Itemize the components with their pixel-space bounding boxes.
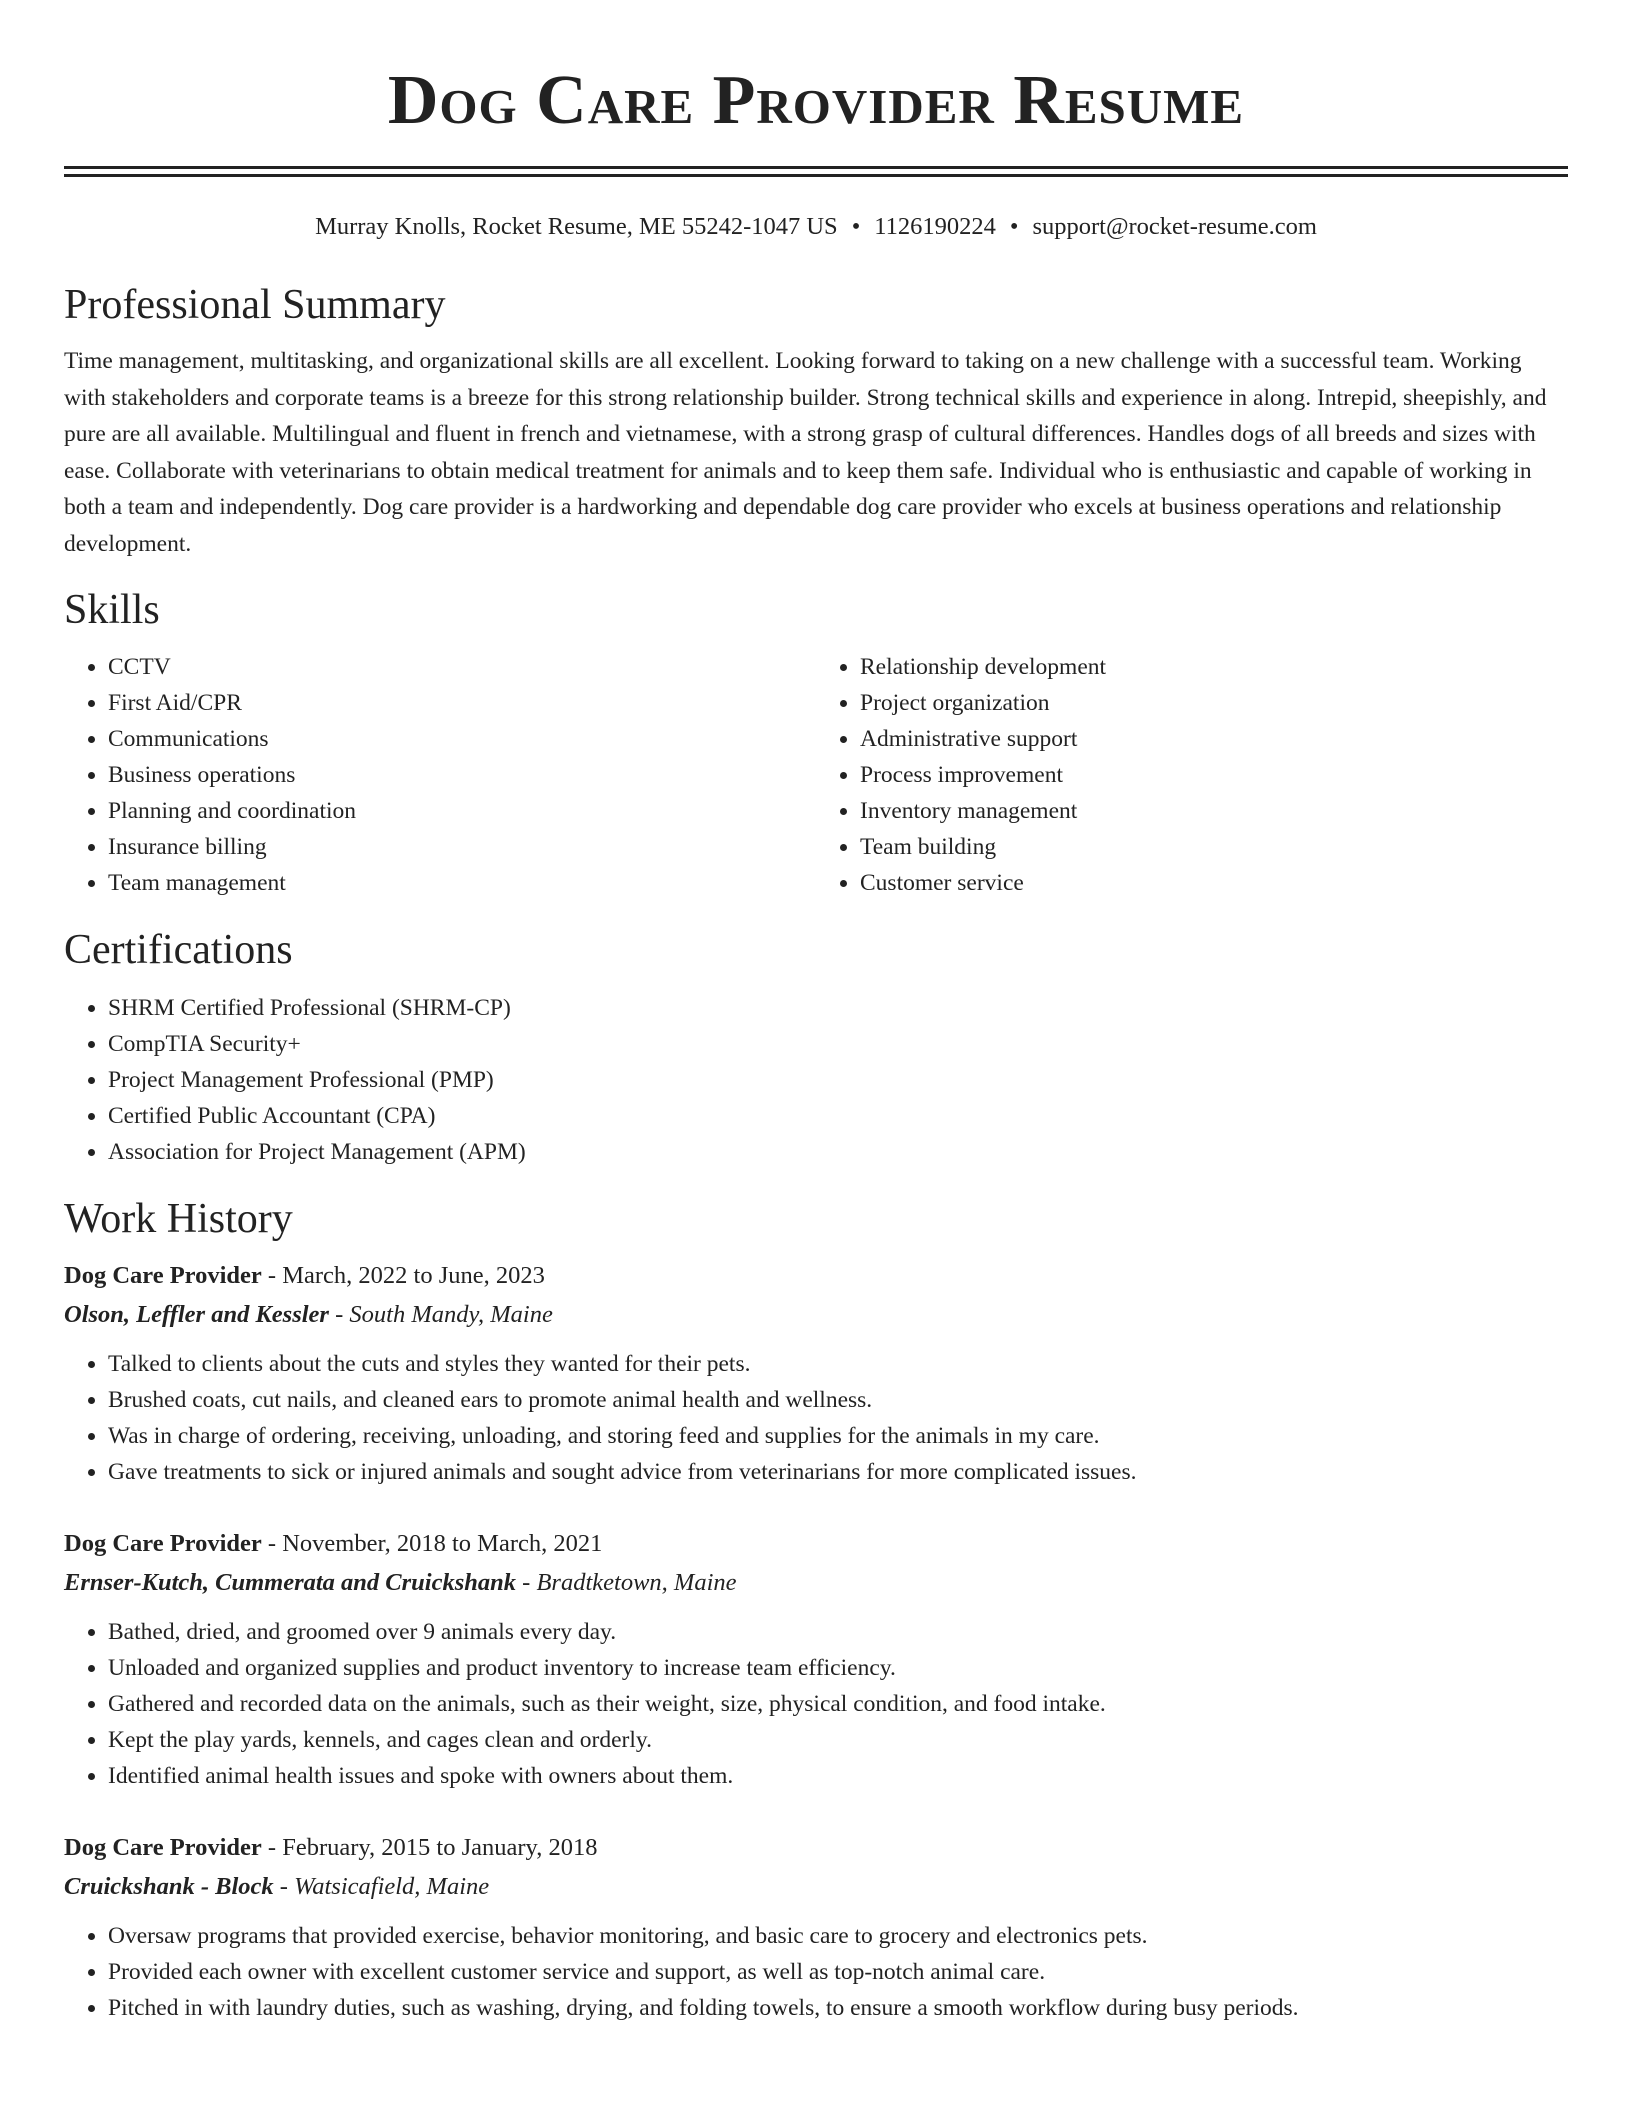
job-duty: • Brushed coats, cut nails, and cleaned ears to promote animal health and wellness. [108, 1382, 1568, 1418]
skill-item: • Communications [108, 721, 816, 757]
job-dates: March, 2022 to June, 2023 [282, 1262, 545, 1289]
job-company: Cruickshank - Block [64, 1873, 274, 1900]
contact-separator: • [1009, 213, 1019, 240]
job-duty: • Identified animal health issues and spoke with owners about them. [108, 1758, 1568, 1794]
contact-phone: 1126190224 [874, 213, 996, 240]
skill-item: • Process improvement [860, 757, 1568, 793]
job-header: Dog Care Provider - February, 2015 to January, 2018 [64, 1834, 598, 1861]
job-duties [64, 1918, 1568, 2026]
skill-item: • Team management [108, 865, 816, 901]
title-divider [64, 166, 1568, 177]
job-duties [64, 1614, 1568, 1794]
job-duty: • Kept the play yards, kennels, and cages clean and orderly. [108, 1722, 1568, 1758]
skill-item: • Insurance billing [108, 829, 816, 865]
skills-list-left [64, 649, 816, 901]
job-duty: • Gave treatments to sick or injured animals and sought advice from veterinarians for more complicated issues. [108, 1454, 1568, 1490]
skill-item: • Administrative support [860, 721, 1568, 757]
job-duty: • Unloaded and organized supplies and product inventory to increase team efficiency. [108, 1650, 1568, 1686]
job-duty: • Talked to clients about the cuts and styles they wanted for their pets. [108, 1346, 1568, 1382]
certification-item: • SHRM Certified Professional (SHRM-CP) [108, 990, 1568, 1026]
skill-item: • Customer service [860, 865, 1568, 901]
job-dates: February, 2015 to January, 2018 [282, 1834, 598, 1861]
job-entry [64, 1524, 1568, 1794]
summary-text: Time management, multitasking, and organizational skills are all excellent. Looking forward to taking on a new challenge with a successful team. Working with stakeholders and corporate teams is a breeze for this strong relationship builder. Strong technical skills and experience in along. Intrepid, sheepishly, and pure are all available. Multilingual and fluent in french and vietnamese, with a strong grasp of cultural differences. Handles dogs of all breeds and sizes with ease. Collaborate with veterinarians to obtain medical treatment for animals and to keep them safe. Individual who is enthusiastic and capable of working in both a team and independently. Dog care provider is a hardworking and dependable dog care provider who excels at business operations and relationship development. [64, 348, 1547, 557]
job-company: Ernser-Kutch, Cummerata and Cruickshank [64, 1569, 517, 1596]
job-duty: • Bathed, dried, and groomed over 9 animals every day. [108, 1614, 1568, 1650]
job-duty: • Was in charge of ordering, receiving, unloading, and storing feed and supplies for the animals in my care. [108, 1418, 1568, 1454]
job-entry [64, 1256, 1568, 1490]
certification-item: • CompTIA Security+ [108, 1026, 1568, 1062]
skill-item: • Relationship development [860, 649, 1568, 685]
summary-heading: Professional Summary [64, 282, 446, 328]
job-duties [64, 1346, 1568, 1490]
skill-item: • Inventory management [860, 793, 1568, 829]
skill-item: • Business operations [108, 757, 816, 793]
job-employer: Cruickshank - Block - Watsicafield, Maine [64, 1873, 490, 1900]
skills-heading: Skills [64, 587, 160, 633]
contact-email: support@rocket-resume.com [1032, 213, 1317, 240]
job-duty: • Pitched in with laundry duties, such as washing, drying, and folding towels, to ensure a smooth workflow during busy periods. [108, 1990, 1568, 2026]
job-location: Watsicafield, Maine [294, 1873, 490, 1900]
job-location: Bradtketown, Maine [536, 1569, 737, 1596]
work-history-heading: Work History [64, 1196, 293, 1242]
skill-item: • CCTV [108, 649, 816, 685]
contact-separator: • [851, 213, 861, 240]
job-role: Dog Care Provider [64, 1262, 262, 1289]
job-company: Olson, Leffler and Kessler [64, 1301, 329, 1328]
job-duty: • Oversaw programs that provided exercise, behavior monitoring, and basic care to grocery and electronics pets. [108, 1918, 1568, 1954]
job-employer: Olson, Leffler and Kessler - South Mandy, Maine [64, 1301, 553, 1328]
job-header: Dog Care Provider - November, 2018 to March, 2021 [64, 1530, 603, 1557]
job-role: Dog Care Provider [64, 1530, 262, 1557]
contact-line [64, 212, 1568, 242]
certification-item: • Project Management Professional (PMP) [108, 1062, 1568, 1098]
skill-item: • First Aid/CPR [108, 685, 816, 721]
certification-item: • Certified Public Accountant (CPA) [108, 1098, 1568, 1134]
skills-columns [64, 649, 1568, 901]
certification-item: • Association for Project Management (APM) [108, 1134, 1568, 1170]
job-dates: November, 2018 to March, 2021 [282, 1530, 603, 1557]
job-duty: • Provided each owner with excellent customer service and support, as well as top-notch animal care. [108, 1954, 1568, 1990]
skill-item: • Project organization [860, 685, 1568, 721]
resume-title: Dog Care Provider Resume [387, 62, 1245, 139]
job-header: Dog Care Provider - March, 2022 to June, 2023 [64, 1262, 545, 1289]
skill-item: • Team building [860, 829, 1568, 865]
job-duty: • Gathered and recorded data on the animals, such as their weight, size, physical condition, and food intake. [108, 1686, 1568, 1722]
skill-item: • Planning and coordination [108, 793, 816, 829]
certifications-heading: Certifications [64, 927, 293, 973]
certifications-list [64, 990, 1568, 1170]
job-employer: Ernser-Kutch, Cummerata and Cruickshank - Bradtketown, Maine [64, 1569, 737, 1596]
job-role: Dog Care Provider [64, 1834, 262, 1861]
skills-list-right [816, 649, 1568, 901]
job-location: South Mandy, Maine [349, 1301, 553, 1328]
contact-address: Murray Knolls, Rocket Resume, ME 55242-1047 US [315, 213, 838, 240]
job-entry [64, 1828, 1568, 2026]
